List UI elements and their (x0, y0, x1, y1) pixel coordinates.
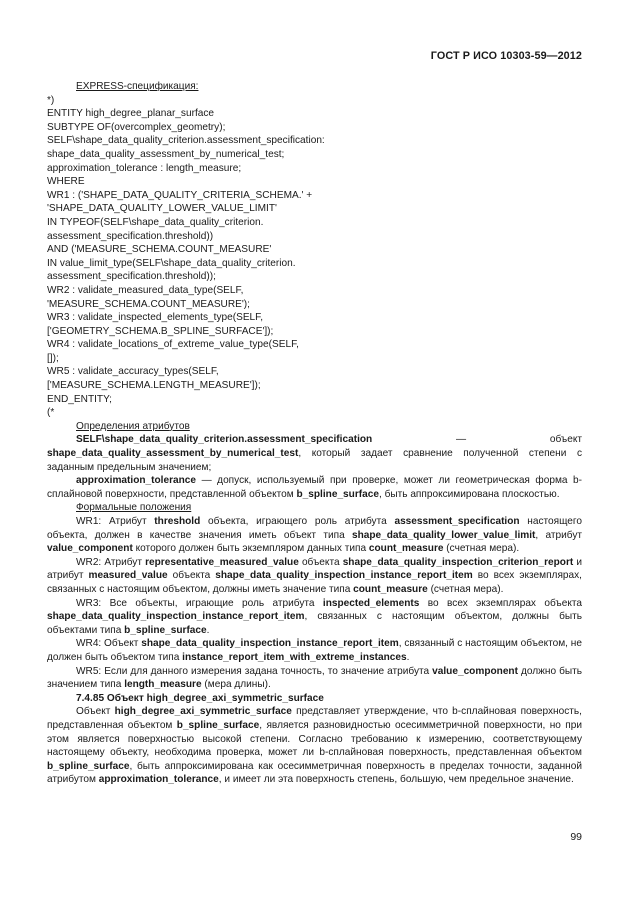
attribute-definition-2: approximation_tolerance — допуск, используемый при проверке, может ли геометрическая форма b-сплайновой поверхности, представленной объектом b_spline_surface, быть аппроксимирована плоскостью. (47, 475, 582, 500)
where-rule-wr3: WR3: Все объекты, играющие роль атрибута inspected_elements во всех экземплярах объекта shape_data_quality_inspection_instance_report_item, связанных с настоящим объектом, должны быть объектами типа b_spline_surface. (47, 597, 582, 636)
express-code-line: WR2 : validate_measured_data_type(SELF, (47, 284, 244, 296)
express-code-line: WR3 : validate_inspected_elements_type(SELF, (47, 312, 264, 324)
express-code-line: AND ('MEASURE_SCHEMA.COUNT_MEASURE' (47, 244, 272, 256)
express-code-line: ['MEASURE_SCHEMA.LENGTH_MEASURE']); (47, 380, 261, 392)
express-code-line: SELF\shape_data_quality_criterion.assessment_specification: (47, 135, 325, 147)
express-code-line: ['GEOMETRY_SCHEMA.B_SPLINE_SURFACE']); (47, 325, 274, 337)
where-rule-wr2: WR2: Атрибут representative_measured_value объекта shape_data_quality_inspection_criterion_report и атрибут measured_value объекта shape_data_quality_inspection_instance_report_item во всех экземплярах, связанных с настоящим объектом, должны иметь значение типа count_measure (счетная мера). (47, 556, 582, 595)
standard-header: ГОСТ Р ИСО 10303-59—2012 (430, 50, 582, 62)
express-code-line: WHERE (47, 176, 85, 188)
express-code-block (47, 94, 582, 420)
attributes-heading: Определения атрибутов (76, 420, 190, 432)
express-code-line: SUBTYPE OF(overcomplex_geometry); (47, 121, 226, 133)
express-code-line: WR1 : ('SHAPE_DATA_QUALITY_CRITERIA_SCHEMA.' + (47, 189, 313, 201)
express-code-line: 'MEASURE_SCHEMA.COUNT_MEASURE'); (47, 298, 250, 310)
express-code-line: shape_data_quality_assessment_by_numerical_test; (47, 148, 285, 160)
express-code-line: assessment_specification.threshold)) (47, 230, 214, 242)
page-content (47, 80, 582, 787)
express-code-line: assessment_specification.threshold)); (47, 271, 216, 283)
express-code-line: WR4 : validate_locations_of_extreme_value_type(SELF, (47, 339, 299, 351)
express-code-line: approximation_tolerance : length_measure; (47, 162, 242, 174)
where-rule-wr5: WR5: Если для данного измерения задана точность, то значение атрибута value_component должно быть значением типа length_measure (мера длины). (47, 665, 582, 691)
where-rule-wr1: WR1: Атрибут threshold объекта, играющего роль атрибута assessment_specification настоящего объекта, должен в качестве значения иметь объект типа shape_data_quality_lower_value_limit, атрибут value_component которого должен быть экземпляром данных типа count_measure (счетная мера). (47, 516, 583, 555)
express-code-line: IN value_limit_type(SELF\shape_data_quality_criterion. (47, 257, 296, 269)
express-code-line: END_ENTITY; (47, 393, 112, 405)
express-code-line: []); (47, 352, 59, 364)
express-code-line: (* (47, 407, 55, 419)
express-code-line: 'SHAPE_DATA_QUALITY_LOWER_VALUE_LIMIT' (47, 203, 277, 215)
where-rule-wr4: WR4: Объект shape_data_quality_inspection_instance_report_item, связанный с настоящим объектом, не должен быть объектом типа instance_report_item_with_extreme_instances. (47, 638, 582, 663)
section-body: Объект high_degree_axi_symmetric_surface представляет утверждение, что b-сплайновая поверхность, представленная объектом b_spline_surface, является разновидностью осесимметричной поверхности, но при этом является поверхностью высокой степени. Согласно требованию к измерению, соответствующему настоящему объекту, необходима проверка, может ли b-сплайновая поверхность, представленная объектом b_spline_surface, быть аппроксимирована как осесимметричная поверхность в пределах точности, заданной атрибутом approximation_tolerance, и имеет ли эта поверхность степень, большую, чем предельное значение. (47, 706, 583, 786)
section-heading: 7.4.85 Объект high_degree_axi_symmetric_surface (76, 692, 324, 704)
express-code-line: *) (47, 94, 55, 106)
page-number: 99 (570, 831, 582, 843)
express-code-line: IN TYPEOF(SELF\shape_data_quality_criterion. (47, 216, 264, 228)
attribute-definition-1: SELF\shape_data_quality_criterion.assessment_specification — объект shape_data_quality_assessment_by_numerical_test, который задает сравнение полученной степени с заданным предельным значением; (47, 434, 582, 473)
express-heading: EXPRESS-спецификация: (76, 81, 199, 92)
express-code-line: WR5 : validate_accuracy_types(SELF, (47, 366, 219, 378)
express-code-line: ENTITY high_degree_planar_surface (47, 108, 215, 120)
formal-heading: Формальные положения (76, 502, 192, 514)
